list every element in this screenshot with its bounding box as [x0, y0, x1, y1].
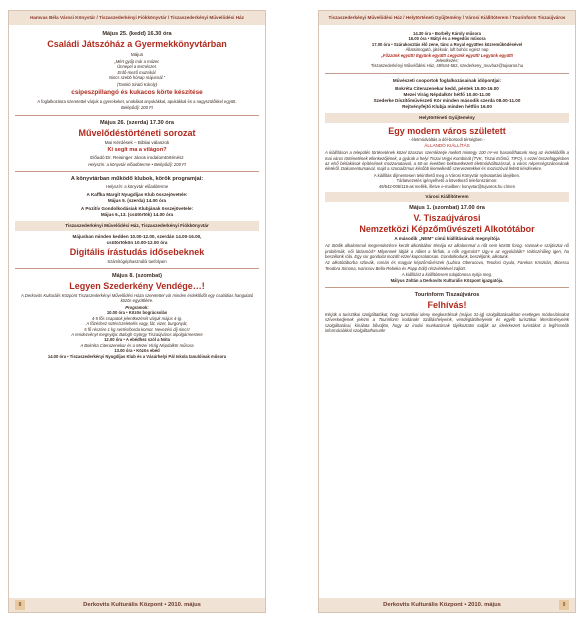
event-director: Mályus Zoltán a Derkovits Kulturális Központ igazgatója.	[390, 277, 504, 283]
program-item: 16.00 óra • Mátyi és a Hegedűs műsora	[408, 36, 486, 42]
event-subtitle: - életmódváltás a dél-borsodi térségben -	[408, 136, 486, 142]
right-page-header: Tiszaszederkényi Művelődési Ház / Helytörténeti Gyűjtemény / Városi Kiállítóterem / Tourinform Tiszaújváros	[319, 11, 575, 25]
footer-title: Derkovits Kulturális Központ • 2010. május	[383, 602, 501, 608]
exhibition-label: ÁLLANDÓ KIÁLLÍTÁS	[424, 143, 470, 149]
tourinform-notice	[325, 292, 569, 334]
left-page-footer	[9, 598, 265, 612]
program-item: 10.00 óra • Közös bográcsolás	[106, 310, 168, 316]
club-date: Május 6.,13. (csütörtök) 14.00 óra	[100, 211, 174, 217]
event-date: Május 1. (szombat) 17.00 óra	[409, 205, 485, 212]
event-month: Május	[130, 52, 144, 57]
schedule-title: Művészeti csoportok foglalkozásainak időpontjai:	[392, 77, 502, 83]
exhibition-opening: A kiállítás díjmentesen tekinthető meg a Városi Könyvtár nyitvatartási idejében.	[373, 172, 521, 178]
page-number: 8	[15, 600, 25, 610]
poem-line: Ünnepel a természet.	[117, 64, 157, 70]
footer-title: Derkovits Kulturális Központ • 2010. május	[83, 602, 201, 608]
right-page	[318, 10, 576, 613]
left-page-header: Hamvas Béla Városi Könyvtár / Tiszaszederkényi Fiókkönyvtár / Tiszaszederkényi Művelődési Ház	[9, 11, 265, 25]
notice-source: Tourinform Tiszaújváros	[414, 291, 480, 298]
event-description: A kiállításon a település történetének közel tizaszus szemlézetje mellett mintegy 100 m²-en hasonlíthatunk meg az érdeklődők a mai város történetének ellenkezőjének, a gyárak a helyi Tiszai Vegyi Kombinát (TVK, Tiszai Erőmű, TIFO), s ezzel összefüggésben az első bérlakások építésének mozzanataival, a 60-as években bekövetkezett életmódváltozással, a város népességszánosának életéről. Dokumentumaival, majd a szocializmus később kiemelkedő szervezetekkel és moziszóval feltett kérdésekre.	[325, 150, 569, 172]
poem-author: (Tamkó Sirató Károly)	[116, 81, 158, 87]
entry-fee: Belépődíj: 200 Ft	[121, 105, 153, 111]
event-program-continued	[325, 31, 569, 69]
event-title: Digitális írástudás idősebeknek	[69, 246, 205, 257]
art-groups-schedule	[325, 78, 569, 110]
poem-line: „Mért gyűjt már a múzet.	[114, 59, 160, 64]
event-modern-city	[325, 126, 569, 189]
divider	[325, 73, 569, 74]
event-subtitle: csipeszpillangó és kukacos körte készítése	[71, 89, 203, 97]
event-cultural-history	[15, 120, 259, 167]
program-item: 17.00 óra • Szárakosztás élő zene, tánc a Royal együttes közreműködésével	[371, 41, 523, 47]
event-date: Május 26. (szerda) 17.30 óra	[100, 119, 174, 126]
event-date: Május 25. (kedd) 16.30 óra	[102, 31, 172, 37]
event-title: Családi Játszóház a Gyermekkönyvtárban	[47, 39, 227, 49]
event-question: Ki segít ma a világon?	[107, 146, 167, 153]
event-artists: Az alkotótáborba szlovák, román és magyar képzőművészek (Lubica Oberucova, Teodosi Gyula, Farekas Krisztián, Bicescu Teodora Simona, Ivancsov Bella-Rebeka és Papp Edit) részvételével zajlott.	[325, 260, 569, 271]
event-description: Az ötödik alkalommal megrendezésre került alkotótábor témája ez alkalommal a nőt nem között forog. Vannak-e szájtisztai nő problémák, női látásmód? Milyennek látják a nőket a férfiak, a nők egymást? Úgy-e az egyoldalúk? Valószínűleg igen, ha beszélünk róla. Egy sor gondolat mozdít ezzel kapcsolatosan. Gondolkodunk, beszéljünk, alkotunk.	[325, 243, 569, 259]
event-lecturer: Előadó:Dr. Reisinger János irodalomtörténész	[90, 154, 184, 160]
program-item: 4-5 fős csapatok jelentkezését várjuk május 4-ig.	[91, 315, 183, 321]
event-description: A foglalkozásra szeretettel várjuk a gyerekeket, unokákat anyukákkal, apukákkal és a nagyszülőkkel együtt.	[37, 99, 237, 105]
event-subtitle: Mai Kérdések – Bibliai válaszok	[104, 139, 170, 145]
event-title: V. Tiszaújvárosi	[413, 213, 481, 224]
club-label: A Pozitív Gondolkodásiak Klubjának összejövetele:	[80, 205, 194, 211]
program-item: 14.00 óra • Tiszaszederkényi Nyugdíjas Klub és a Vásárhelyi Pál Iskola tanulóinak műsora	[47, 353, 227, 359]
event-title: Egy modern város született	[388, 125, 506, 136]
guided-tour-contact: 49/542-006/118-as mellék, illetve e-mailben: konyvtar@tujvaros.hu címen	[378, 183, 516, 189]
page-number: 9	[559, 600, 569, 610]
program-item: 13.00 óra • Közös ebéd	[114, 348, 160, 354]
right-page-body	[319, 25, 575, 334]
program-note: Állatsimogató, játékvár, luft bohóc egész nap	[405, 47, 489, 53]
schedule-row: Mezei Virág Népdalkör hétfő 10.00-11.00	[403, 91, 491, 97]
divider	[15, 115, 259, 116]
section-band: Helytörténeti Gyűjtemény	[325, 113, 569, 123]
clubs-title: A könyvtárban működő klubok, körök programjai:	[70, 176, 204, 183]
divider	[325, 287, 569, 288]
clubs-venue: Helyszín: a könyvtár előadóterme	[105, 184, 169, 190]
program-item: A főzéshez sütés/szeletelés vagy, fát, vizet, burgonyát,	[86, 321, 188, 327]
program-item: 14.30 óra • Borbély Károly műsora	[412, 31, 482, 36]
schedule-row: Szederke Díszítőművészeti Kör minden második szerda 08.00-11.00	[373, 97, 521, 103]
event-subtitle: A második „NEM” című kiállításának megnyitója	[394, 236, 500, 242]
event-opening: A kiállítást a kiállítóterem tulajdonosa nyitja meg.	[401, 272, 493, 278]
program-item: 5 fő részére 1 kg sertés/borda komot. Nevezési díj nincs!	[84, 326, 190, 332]
course-schedule: csütörtökön 10.00-12.00 óra	[106, 239, 168, 245]
event-szederkeny-guest	[15, 273, 259, 359]
event-subtitle: Számítógéphasználói tanfolyam	[107, 258, 167, 264]
left-page	[8, 10, 266, 613]
event-clubs	[15, 176, 259, 217]
programs-label: Programok:	[125, 304, 149, 310]
program-motto: „Főzzünk együtt! Együnk együtt! Legyünk együtt! Legyünk együtt!	[380, 52, 514, 58]
guided-tour: Tárlatvezetés igényelhető a következő telefonszámon:	[396, 178, 498, 184]
notice-title: Felhívás!	[427, 299, 467, 310]
left-page-body	[9, 25, 265, 359]
club-date: Május 5. (szerda) 14.00 óra	[107, 197, 167, 203]
club-label: A Kaffka Margit Nyugdíjas Klub összejövetele:	[86, 191, 188, 197]
schedule-row: Bokréta Citerazenekar kedd, péntek 15.00-16.00	[395, 85, 499, 91]
event-title: Nemzetközi Képzőművészeti Alkotótábor	[359, 224, 535, 235]
program-info-label: Jelentkezés:	[435, 58, 459, 64]
poem-line: Erdő-mező muzsikál.	[117, 69, 157, 75]
divider	[15, 268, 259, 269]
right-page-footer	[319, 598, 575, 612]
notice-text: Kérjük a turisztikai szolgáltatókat, hogy turisztikai ideny megkezdésük (május 31-ig) szolgáltatásaikban esetleges módosításokat szíveskedjenek jelezni a Tourinform irodának! Szálláshelyeink, vendéglátóhelyeink és egyéb turisztikai létesítményeink szolgáltatásai, kínálata bővüljön, hogy az irodai munkatársak tájékoztatni tudják az ideérkezett turistákat a legfrissebb információkkal szolgáltathasunk!	[325, 311, 569, 334]
section-band: Tiszaszederkényi Művelődési Ház, Tiszaszederkényi Fiókkönyvtár	[15, 221, 259, 231]
schedule-row: Rejtvényfejtő Klubja minden hétfőn 16.00	[402, 103, 492, 109]
divider	[15, 171, 259, 172]
event-title: Művelődéstörténeti sorozat	[78, 127, 196, 138]
program-item: 12.00 óra • A ebédhez szól a Nóta	[104, 337, 170, 343]
program-contact: Tiszaszederkényi Művelődési Ház, 49/544-552, szederkeny_muvhaz@tujvaros.hu	[370, 63, 524, 69]
event-date: Május 8. (szombat)	[111, 273, 163, 280]
event-description: A Derkovits Kulturális Központ Tiszaszederkényi Művelődési Háza szeretettel vár minden érdeklődőt egy családias hangulatú közös együttlétre.	[20, 293, 254, 304]
event-title: Legyen Szederkény Vendége…!	[69, 281, 205, 292]
event-venue: Helyszín: a könyvtár előadóterme • Belépődíj: 200 Ft	[88, 161, 186, 167]
poem-line: Nincs szebb hónap májusnál.”	[108, 75, 166, 81]
event-digital-literacy	[15, 234, 259, 264]
program-item: A rendezvényt megnyitja: Balogh György Tiszaújváros alpolgármestere	[71, 331, 203, 337]
program-item: A Bokréta Citerazenekar és a Mezei Virág Népdalkör műsora	[80, 342, 194, 348]
event-family-playhouse	[15, 31, 259, 111]
course-schedule: Májusban minden kedden 10.00-12.00, szerdán 14.00-16.00,	[72, 233, 202, 239]
section-band: Városi Kiállítóterem	[325, 192, 569, 202]
event-art-camp	[325, 205, 569, 283]
